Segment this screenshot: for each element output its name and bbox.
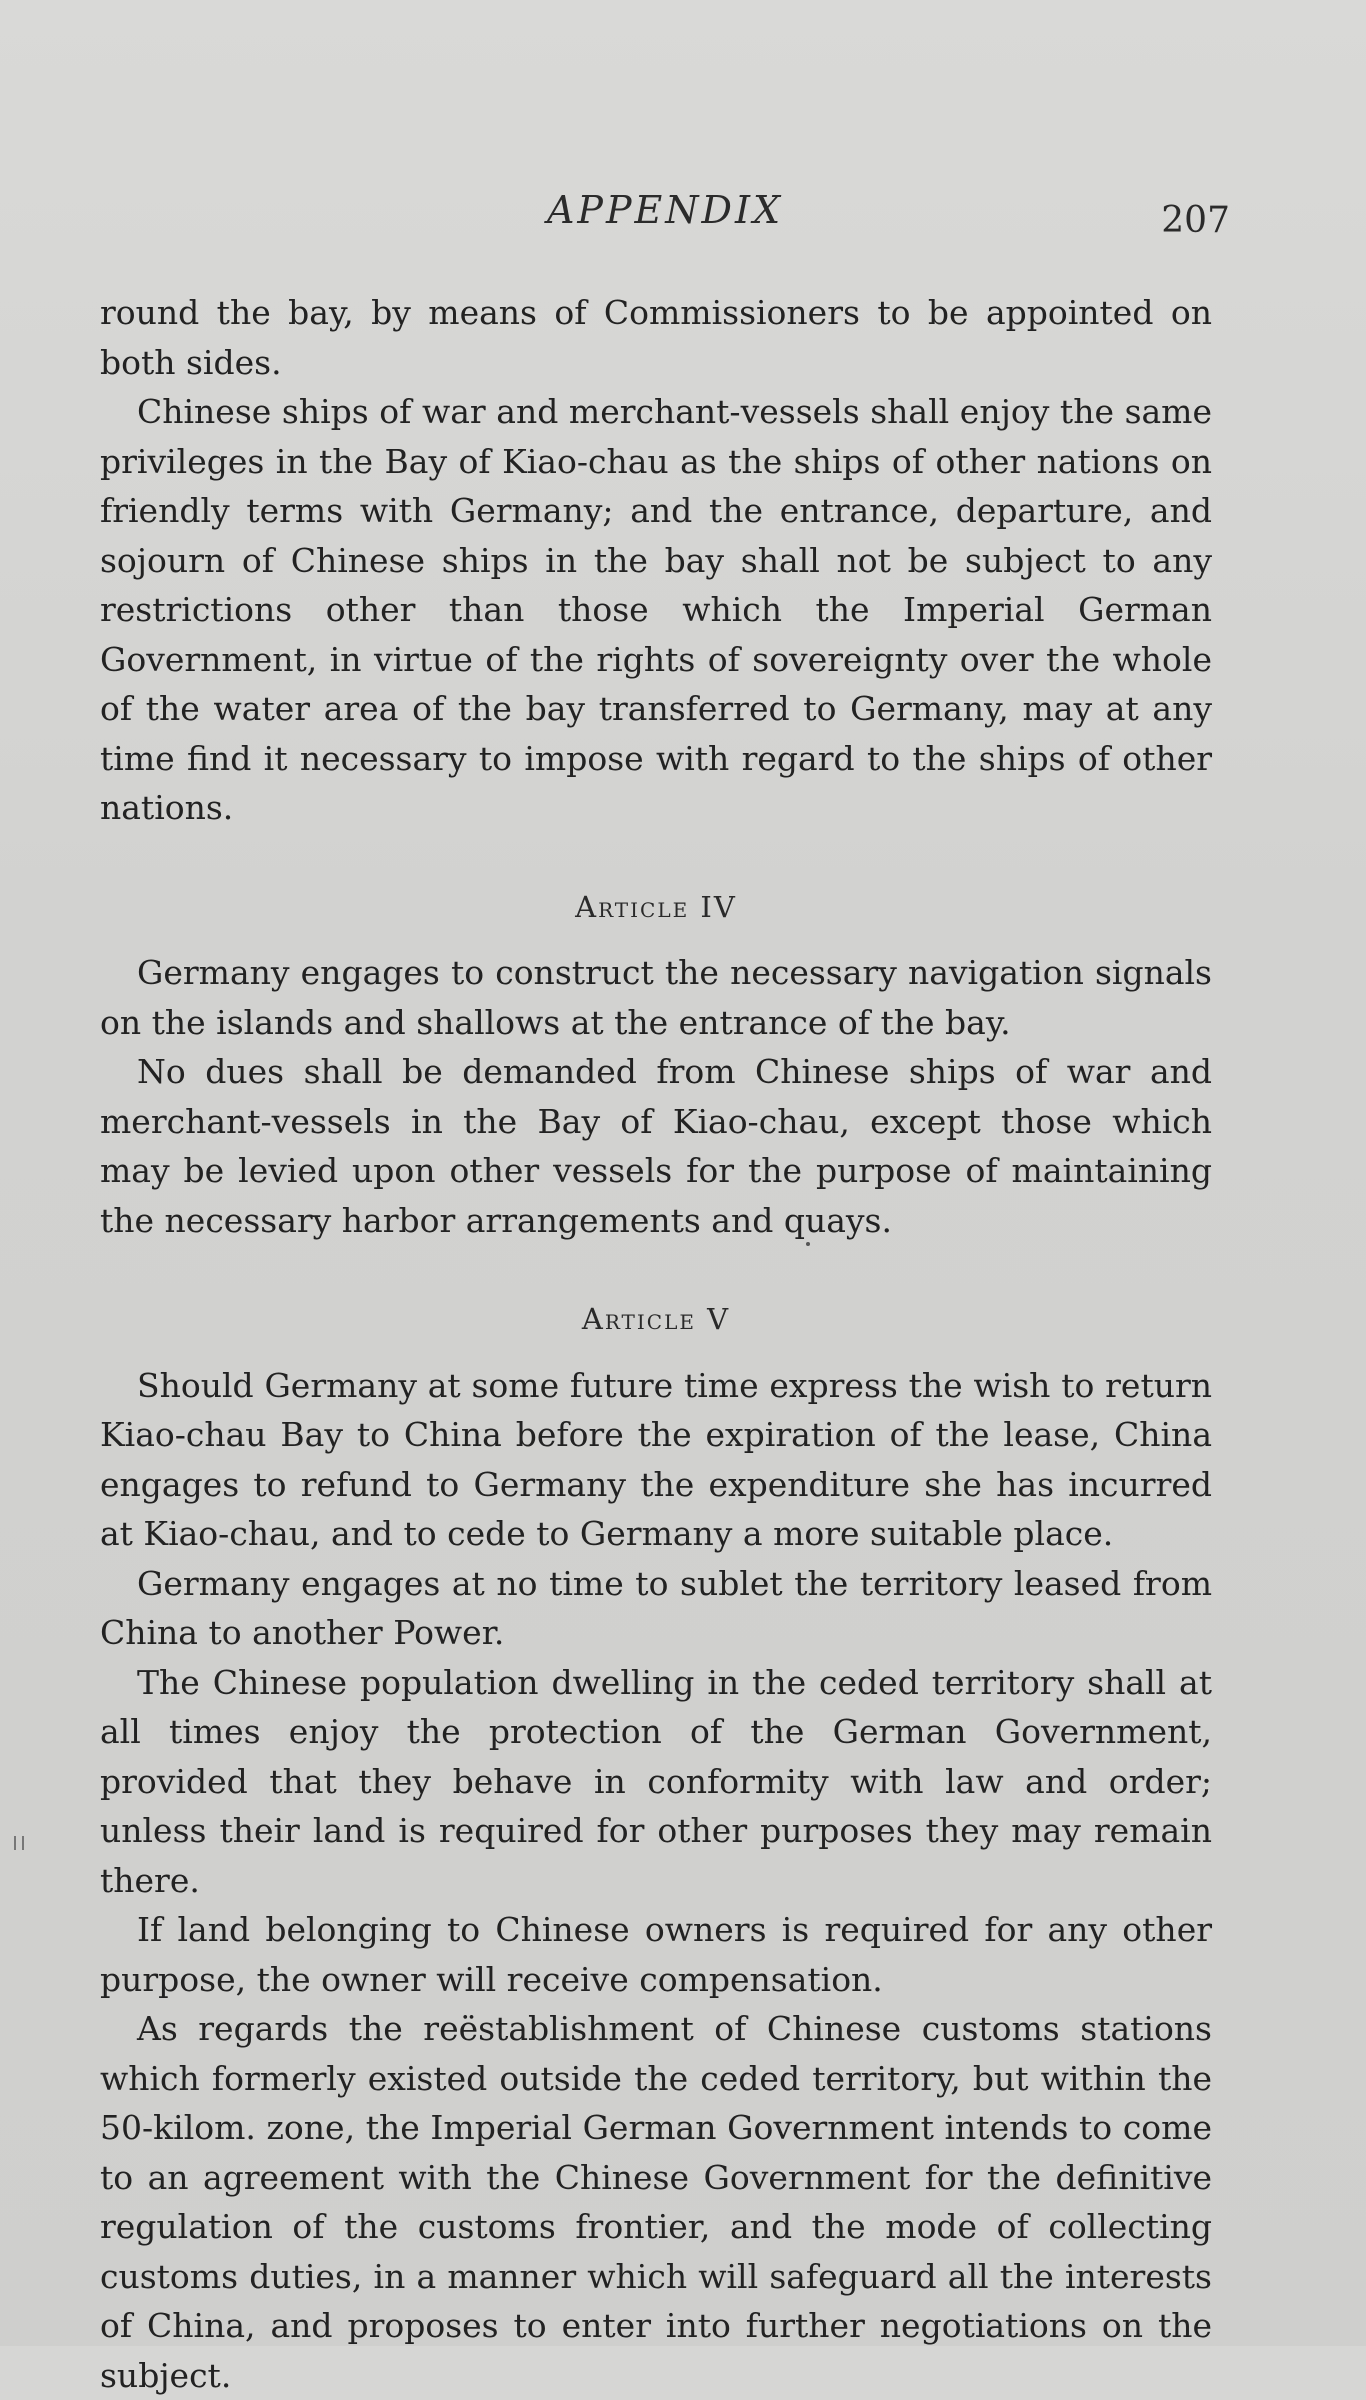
spacer [100,1245,1212,1295]
running-head: APPENDIX [546,188,784,232]
article-iv-paragraph-dues: No dues shall be demanded from Chinese ships of war and merchant-vessels in the Bay of Kiao-chau, except those which may be levied upon other vessels for the purpose of maintaining the necessary harbor arrangements and quays. [100,1052,1212,1240]
margin-mark [14,1836,24,1850]
paragraph-chinese-ships-privileges: Chinese ships of war and merchant-vessels shall enjoy the same privileges in the Bay of Kiao-chau as the ships of other nations on friendly terms with Germany; and the entrance, departure, and sojourn of Chinese ships in the bay shall not be subject to any restrictions other than those which the Imperial German Government, in virtue of the rights of sovereignty over the whole of the water area of the bay transferred to Germany, may at any time find it necessary to impose with regard to the ships of other nations. [100,392,1212,827]
paragraph-continued: round the bay, by means of Commissioners to be appointed on both sides. [100,293,1212,382]
page-number: 207 [1161,200,1230,241]
spacer [100,1345,1212,1361]
article-v-paragraph-sublet: Germany engages at no time to sublet the territory leased from China to another Power. [100,1563,1212,1652]
page-header [100,178,1230,248]
spacer [100,932,1212,948]
article-v-paragraph-population: The Chinese population dwelling in the ceded territory shall at all times enjoy the protection of the German Government, provided that they behave in conformity with law and order; unless their land is required for other purposes they may remain there. [100,1662,1212,1900]
article-iv-heading: Article IV [575,889,737,924]
spacer [100,833,1212,883]
article-v-paragraph-return: Should Germany at some future time express the wish to return Kiao-chau Bay to China before the expiration of the lease, China engages to refund to Germany the expenditure she has incurred at Kiao-chau, and to cede to Germany a more suitable place. [100,1365,1212,1553]
page-body [100,288,1212,2400]
article-v-paragraph-compensation: If land belonging to Chinese owners is required for any other purpose, the owner will receive compensation. [100,1910,1212,1999]
print-speck [806,1242,810,1246]
article-iv-paragraph-signals: Germany engages to construct the necessary navigation signals on the islands and shallows at the entrance of the bay. [100,953,1212,1042]
article-v-paragraph-customs: As regards the reëstablishment of Chinese customs stations which formerly existed outside the ceded territory, but within the 50-kilom. zone, the Imperial German Government intends to come to an agreement with the Chinese Government for the definitive regulation of the customs frontier, and the mode of collecting customs duties, in a manner which will safeguard all the interests of China, and proposes to enter into further negotiations on the subject. [100,2009,1212,2395]
article-v-heading: Article V [581,1302,731,1336]
